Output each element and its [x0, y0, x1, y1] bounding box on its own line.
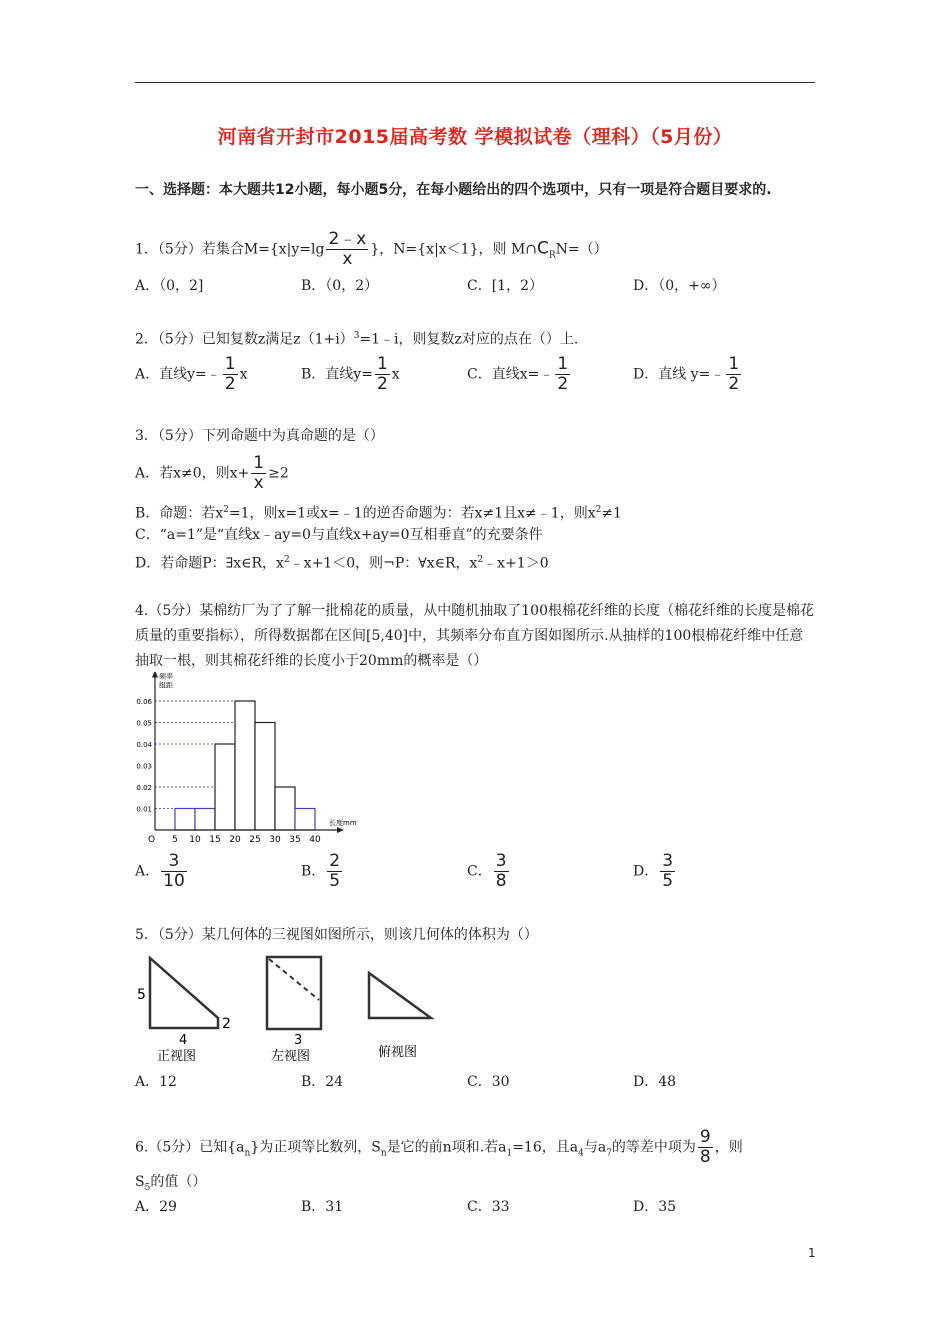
side-view-label: 左视图: [271, 1049, 311, 1064]
q2-b-post: x: [391, 366, 400, 383]
q3-b-c: ≠1: [601, 505, 622, 522]
y-axis-arrow: [152, 672, 158, 678]
page-title: 河南省开封市2015届高考数 学模拟试卷（理科）（5月份）: [217, 126, 733, 148]
q4-d-num: 3: [662, 851, 674, 871]
question-1: [135, 230, 608, 269]
side-dim-3: 3: [294, 1033, 303, 1048]
q2-c-pre: C．直线x=﹣: [467, 366, 554, 383]
q6-line2-sub: 5: [144, 1182, 151, 1193]
x-tick-label: 20: [229, 835, 241, 842]
x-tick-label: 10: [189, 835, 201, 842]
q2-c-frac: [555, 355, 570, 394]
q5-option-a[interactable]: A．12: [135, 1074, 177, 1090]
front-view: [137, 958, 231, 1064]
frequency-histogram: [135, 672, 365, 842]
q6-sub-n2: n: [380, 1148, 387, 1159]
q1-suffix-b: N=（）: [555, 241, 608, 258]
q2-a-num: 1: [224, 354, 236, 374]
q6-option-d[interactable]: D．35: [633, 1199, 677, 1215]
x-tick-label: 35: [289, 835, 301, 842]
histogram-bar: [195, 809, 215, 831]
q2-d-den: 2: [728, 374, 740, 394]
side-view: [267, 957, 321, 1064]
q3-b-sup2: 2: [595, 505, 602, 515]
q6-text-d: =16，且a: [512, 1139, 579, 1156]
q2-b-pre: B．直线y=: [301, 366, 373, 383]
q1-option-c[interactable]: C．[1，2）: [467, 278, 543, 294]
y-label-top: 频率: [159, 672, 173, 681]
y-tick-label: 0.04: [136, 741, 152, 749]
front-view-label: 正视图: [157, 1049, 197, 1064]
histogram-bar: [295, 809, 315, 831]
q4-option-a[interactable]: [135, 852, 189, 891]
q2-b-den: 2: [376, 374, 388, 394]
q1-suffix-a: }，N={x|x＜1}，则 M∩: [370, 241, 538, 258]
y-tick-label: 0.02: [136, 784, 152, 792]
q1-fraction: [326, 230, 368, 269]
q4-option-d[interactable]: [633, 852, 677, 891]
x-tick-label: 5: [172, 835, 178, 842]
side-view-hidden-edge: [269, 959, 319, 1000]
q4-c-pre: C．: [467, 863, 492, 880]
q2-a-post: x: [239, 366, 248, 383]
q6-fraction: [698, 1128, 713, 1167]
q3-b-b: =1，则x=1或x=﹣1的逆否命题为：若x≠1且x≠﹣1，则x: [228, 505, 596, 522]
q6-sub-n1: n: [244, 1148, 251, 1159]
q2-b-frac: [375, 355, 390, 394]
q6-text-e: 与a: [583, 1139, 607, 1156]
q4-d-den: 5: [662, 871, 674, 891]
section-heading: 一、选择题：本大题共12小题，每小题5分，在每小题给出的四个选项中，只有一项是符合题目要求的.: [135, 182, 772, 198]
q5-option-d[interactable]: D．48: [633, 1074, 677, 1090]
q1-frac-num: 2﹣x: [328, 229, 367, 249]
q1-option-d[interactable]: D．（0，+∞）: [633, 278, 726, 294]
q2-c-num: 1: [557, 354, 569, 374]
q1-complement: C: [537, 238, 549, 259]
q2-text-a: 2．（5分）已知复数z满足z（1+i）: [135, 331, 354, 348]
q4-a-den: 10: [163, 871, 185, 891]
y-tick-label: 0.01: [136, 805, 152, 814]
q4-d-pre: D．: [633, 863, 659, 880]
q2-option-d[interactable]: [633, 355, 743, 394]
q2-option-a[interactable]: [135, 355, 247, 394]
histogram-bar: [175, 809, 195, 831]
q4-option-c[interactable]: [467, 852, 511, 891]
x-tick-label: 30: [269, 835, 281, 842]
question-4-stem: 4.（5分）某棉纺厂为了了解一批棉花的质量，从中随机抽取了100根棉花纤维的长度（棉花纤维的长度是棉花质量的重要指标），所得数据都在区间[5,40]中，其频率分布直方图如图所示.从抽样的100根棉花纤维中任意抽取一根，则其棉花纤维的长度小于20mm的概率是（）: [135, 603, 814, 669]
y-tick-label: 0.03: [136, 762, 152, 771]
origin-label: O: [148, 835, 156, 842]
histogram-bar: [215, 744, 235, 830]
side-view-shape: [267, 957, 321, 1029]
q2-d-frac: [726, 355, 741, 394]
q6-option-a[interactable]: A．29: [135, 1199, 177, 1215]
q2-option-c[interactable]: [467, 355, 572, 394]
q6-text-c: 是它的前n项和.若a: [386, 1139, 507, 1156]
q1-frac-den: x: [342, 249, 353, 269]
front-dim-5: 5: [137, 987, 146, 1003]
y-label-bottom: 组距: [159, 681, 173, 690]
question-6: [135, 1128, 743, 1167]
q6-frac-num: 9: [699, 1127, 711, 1147]
q3-a-pre: A．若x≠0，则x+: [135, 465, 250, 482]
q3-b-sup1: 2: [223, 505, 229, 515]
histogram-bar: [235, 701, 255, 830]
q5-option-b[interactable]: B．24: [301, 1074, 344, 1090]
q2-a-den: 2: [224, 374, 236, 394]
q3-a-post: ≥2: [268, 465, 289, 482]
question-2: [135, 326, 578, 350]
q1-prefix: 1．（5分）若集合M={x|y=lg: [135, 241, 325, 258]
header-rule: [135, 82, 815, 83]
q3-option-b[interactable]: [135, 500, 622, 524]
q4-c-den: 8: [495, 871, 507, 891]
q2-a-frac: [223, 355, 238, 394]
q6-line2-b: 的值（）: [150, 1174, 207, 1190]
q6-option-b[interactable]: B．31: [301, 1199, 344, 1215]
three-view-figure: [135, 950, 445, 1065]
q3-d-a: D．若命题P：∃x∈R，x: [135, 555, 284, 572]
q6-frac-den: 8: [699, 1147, 711, 1167]
q4-b-den: 5: [329, 871, 341, 891]
q3-d-sup2: 2: [477, 555, 484, 565]
q2-d-num: 1: [728, 354, 740, 374]
question-5-stem: 5．（5分）某几何体的三视图如图所示，则该几何体的体积为（）: [135, 927, 538, 943]
top-view-label: 俯视图: [378, 1045, 418, 1060]
page-number: 1: [808, 1246, 816, 1260]
q4-c-frac: [494, 852, 509, 891]
q6-line2-a: S: [135, 1174, 145, 1190]
q6-sub-4: 4: [578, 1148, 584, 1159]
q2-d-pre: D．直线 y=﹣: [633, 366, 725, 383]
x-tick-label: 25: [249, 835, 261, 842]
q4-b-frac: [327, 852, 342, 891]
q2-option-b[interactable]: [301, 355, 400, 394]
q6-text-b: }为正项等比数列，S: [250, 1139, 381, 1156]
x-axis-arrow: [337, 827, 344, 833]
q3-a-num: 1: [253, 453, 265, 473]
q6-text-a: 6.（5分）已知{a: [135, 1139, 245, 1156]
question-3-stem: 3．（5分）下列命题中为真命题的是（）: [135, 428, 384, 444]
x-tick-label: 40: [309, 835, 321, 842]
q4-c-num: 3: [495, 851, 507, 871]
q4-b-num: 2: [329, 851, 341, 871]
q4-a-frac: [161, 852, 187, 891]
top-view: [369, 973, 431, 1060]
q4-d-frac: [660, 852, 675, 891]
q3-option-a[interactable]: [135, 454, 289, 493]
question-6-line2: [135, 1172, 206, 1198]
q3-d-sup1: 2: [283, 555, 290, 565]
q1-option-a[interactable]: A．（0，2]: [135, 278, 204, 294]
front-dim-2: 2: [222, 1016, 231, 1032]
top-view-shape: [369, 973, 431, 1018]
q3-d-b: ﹣x+1＜0，则¬P：∀x∈R，x: [289, 555, 478, 572]
q6-option-c[interactable]: C．33: [467, 1199, 510, 1215]
x-axis-label: 长度mm: [329, 819, 357, 827]
q5-option-c[interactable]: C．30: [467, 1074, 510, 1090]
q6-sub-7: 7: [606, 1148, 612, 1159]
q3-a-frac: [251, 454, 266, 493]
q6-sub-1: 1: [506, 1148, 513, 1159]
histogram-bar: [275, 787, 295, 830]
q1-complement-sub: R: [548, 250, 556, 261]
q2-sup: 3: [353, 331, 360, 341]
q4-b-pre: B．: [301, 863, 326, 880]
q4-a-pre: A．: [135, 863, 160, 880]
y-tick-label: 0.05: [136, 719, 152, 728]
q4-option-b[interactable]: [301, 852, 344, 891]
q6-text-g: ，则: [714, 1139, 743, 1156]
q2-text-b: =1﹣i，则复数z对应的点在（）上.: [359, 331, 579, 348]
q2-c-den: 2: [557, 374, 569, 394]
histogram-bar: [255, 723, 275, 831]
q6-text-f: 的等差中项为: [611, 1139, 696, 1156]
q3-option-d[interactable]: [135, 550, 549, 574]
q3-option-c[interactable]: C．“a=1”是“直线x﹣ay=0与直线x+ay=0互相垂直”的充要条件: [135, 527, 543, 543]
q1-option-b[interactable]: B．（0，2）: [301, 278, 379, 294]
x-tick-label: 15: [209, 835, 221, 842]
front-dim-4: 4: [179, 1033, 188, 1048]
q3-a-den: x: [253, 473, 264, 493]
front-view-shape: [150, 958, 218, 1028]
q3-d-c: ﹣x+1＞0: [483, 555, 549, 572]
y-tick-label: 0.06: [136, 698, 152, 706]
q2-a-pre: A．直线y=﹣: [135, 366, 221, 383]
q3-b-a: B．命题：若x: [135, 505, 224, 522]
q2-b-num: 1: [376, 354, 388, 374]
q4-a-num: 3: [161, 852, 187, 872]
